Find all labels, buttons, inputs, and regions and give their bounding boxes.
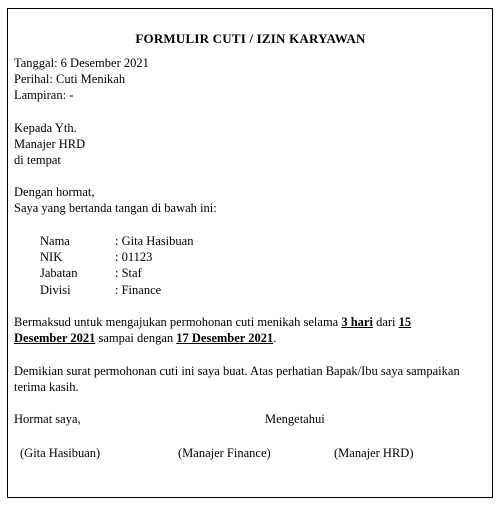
request-text-1: Bermaksud untuk mengajukan permohonan cuti menikah selama	[14, 315, 342, 329]
date-line: Tanggal: 6 Desember 2021	[14, 56, 149, 70]
employee-label-name: Nama	[40, 234, 70, 248]
recipient-line-3: di tempat	[14, 153, 61, 167]
document-title: FORMULIR CUTI / IZIN KARYAWAN	[135, 31, 366, 46]
signature-mengetahui: Mengetahui	[265, 412, 325, 426]
request-text-2: dari	[372, 315, 399, 329]
request-text-3: sampai dengan	[95, 331, 177, 345]
employee-value-division: : Finance	[115, 283, 162, 297]
closing-paragraph: Demikian surat permohonan cuti ini saya buat. Atas perhatian Bapak/Ibu saya sampaikan terima kasih.	[14, 364, 460, 394]
signature-manager-finance: (Manajer Finance)	[178, 446, 271, 460]
employee-value-nik: : 01123	[115, 250, 153, 264]
signature-employee: (Gita Hasibuan)	[20, 446, 101, 460]
greeting: Dengan hormat,	[14, 185, 95, 199]
signature-manager-hrd: (Manajer HRD)	[334, 446, 414, 460]
request-line-2	[14, 330, 276, 346]
leave-start-month: Desember 2021	[14, 331, 96, 345]
request-text-4: .	[273, 331, 277, 345]
employee-value-position: : Staf	[115, 266, 142, 280]
signature-hormat: Hormat saya,	[14, 412, 81, 426]
employee-label-division: Divisi	[40, 283, 71, 297]
attachment-line: Lampiran: -	[14, 88, 74, 102]
employee-value-name: : Gita Hasibuan	[115, 234, 194, 248]
subject-line: Perihal: Cuti Menikah	[14, 72, 126, 86]
recipient-line-2: Manajer HRD	[14, 137, 86, 151]
leave-duration: 3 hari	[341, 315, 373, 329]
employee-label-position: Jabatan	[40, 266, 78, 280]
leave-end-date: 17 Desember 2021	[176, 331, 274, 345]
leave-start-day: 15	[398, 315, 412, 329]
intro-line: Saya yang bertanda tangan di bawah ini:	[14, 201, 217, 215]
request-line-1	[14, 314, 411, 330]
employee-label-nik: NIK	[40, 250, 63, 264]
recipient-line-1: Kepada Yth.	[14, 121, 77, 135]
